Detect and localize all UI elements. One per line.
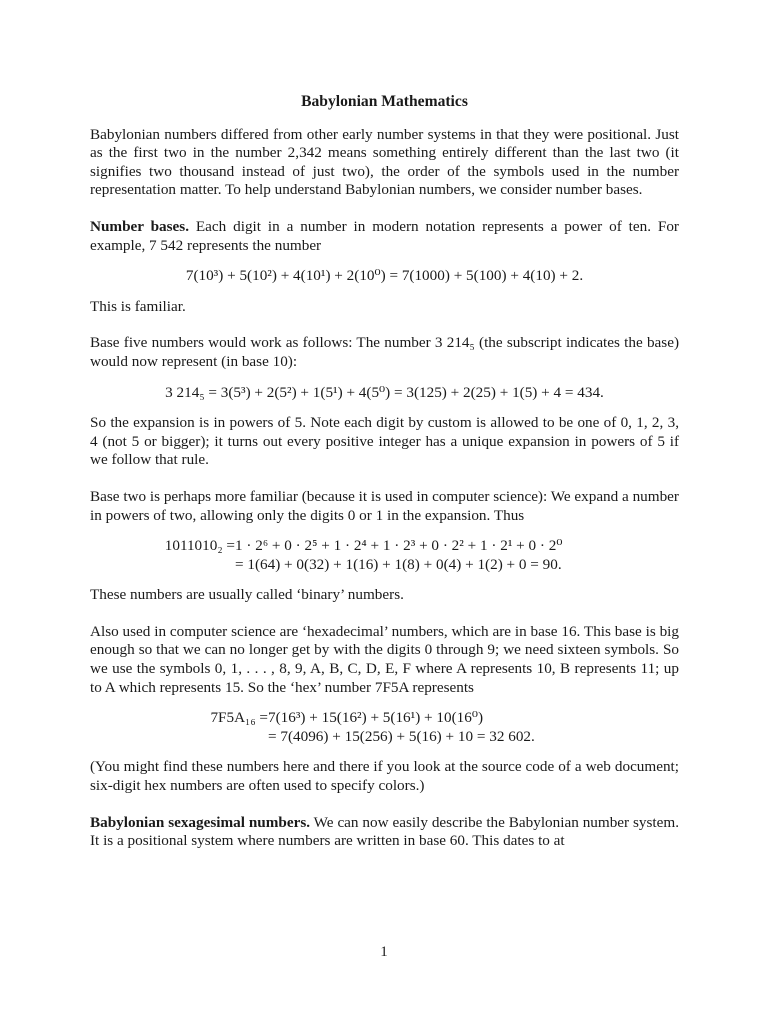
intro-paragraph: Babylonian numbers differed from other early number systems in that they were positional. Just as the first two in the number 2,342 means something entirely different than the last two (it signifies two thousand instead of just two), the order of the symbols used in the number representation matter. To help understand Babylonian numbers, we consider number bases. [90, 125, 679, 199]
equation-hex-line2: = 7(4096) + 15(256) + 5(16) + 10 = 32 602. [268, 727, 535, 745]
equation-hex [90, 709, 679, 746]
page-number: 1 [380, 944, 388, 960]
equation-base-ten: 7(10³) + 5(10²) + 4(10¹) + 2(10⁰) = 7(1000) + 5(100) + 4(10) + 2. [185, 267, 584, 285]
source-code-paragraph: (You might find these numbers here and there if you look at the source code of a web document; six-digit hex numbers are often used to specify colors.) [90, 758, 679, 795]
sexagesimal-text: We can now easily describe the Babylonian number system. It is a positional system where numbers are written in base 60. This dates to at [90, 813, 679, 850]
number-bases-heading: Number bases. [90, 217, 190, 235]
equation-base-two-line1: 1 · 2⁶ + 0 · 2⁵ + 1 · 2⁴ + 1 · 2³ + 0 · 2² + 1 · 2¹ + 0 · 2⁰ [235, 537, 563, 555]
equation-base-two [90, 537, 679, 574]
sexagesimal-paragraph [90, 814, 679, 851]
number-bases-paragraph [90, 218, 679, 255]
equation-hex-lhs: 7F5A₁₆ = [210, 709, 268, 727]
number-bases-text: Each digit in a number in modern notation represents a power of ten. For example, 7 542 represents the number [90, 217, 679, 254]
equation-hex-line1: 7(16³) + 15(16²) + 5(16¹) + 10(16⁰) [268, 709, 483, 727]
expansion-paragraph: So the expansion is in powers of 5. Note each digit by custom is allowed to be one of 0, 1, 2, 3, 4 (not 5 or bigger); it turns out every positive integer has a unique expansion in powers of 5 if we follow that rule. [90, 414, 679, 469]
equation-base-two-line2: = 1(64) + 0(32) + 1(16) + 1(8) + 0(4) + 1(2) + 0 = 90. [235, 555, 562, 573]
equation-base-five: 3 214₅ = 3(5³) + 2(5²) + 1(5¹) + 4(5⁰) = 3(125) + 2(25) + 1(5) + 4 = 434. [165, 383, 604, 401]
hex-paragraph: Also used in computer science are ‘hexadecimal’ numbers, which are in base 16. This base is big enough so that we can no longer get by with the digits 0 through 9; we need sixteen symbols. So we use the symbols 0, 1, . . . , 8, 9, A, B, C, D, E, F where A represents 10, B represents 11; up to A which represents 15. So the ‘hex’ number 7F5A represents [90, 622, 679, 696]
binary-paragraph: These numbers are usually called ‘binary’ numbers. [90, 586, 404, 604]
base-five-paragraph: Base five numbers would work as follows: The number 3 214₅ (the subscript indicates the base) would now represent (in base 10): [90, 334, 679, 370]
familiar-paragraph: This is familiar. [90, 297, 186, 315]
equation-base-two-lhs: 1011010₂ = [164, 537, 235, 555]
sexagesimal-heading: Babylonian sexagesimal numbers. [90, 813, 311, 831]
base-two-paragraph: Base two is perhaps more familiar (because it is used in computer science): We expand a number in powers of two, allowing only the digits 0 or 1 in the expansion. Thus [90, 487, 679, 524]
document-title: Babylonian Mathematics [301, 93, 468, 110]
document-page [90, 93, 679, 851]
